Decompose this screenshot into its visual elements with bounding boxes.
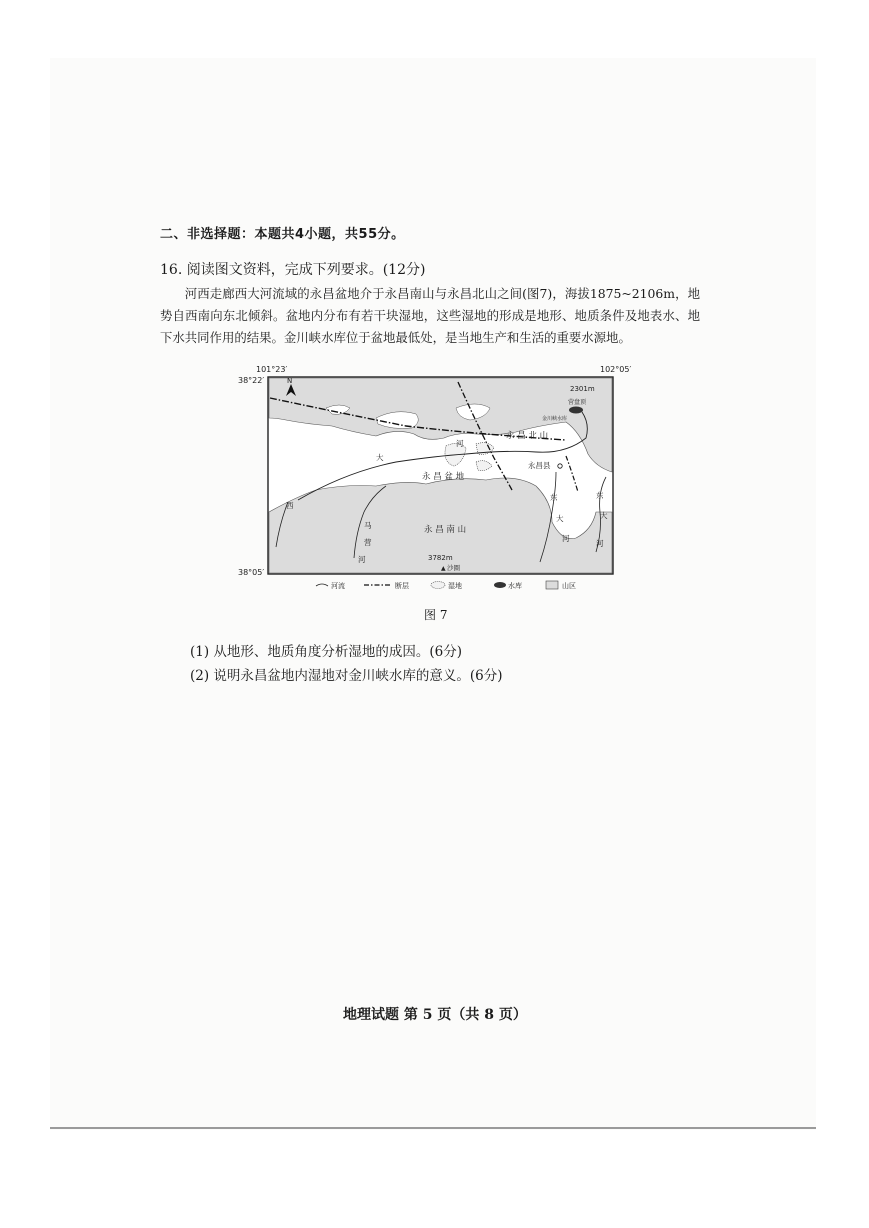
question-paragraph: 河西走廊西大河流域的永昌盆地介于永昌南山与永昌北山之间(图7)，海拔1875~2106m，地势自西南向东北倾斜。盆地内分布有若干块湿地，这些湿地的形成是地形、地质条件及地表水、地下水共同作用的结果。金川峡水库位于盆地最低处，是当地生产和生活的重要水源地。: [160, 286, 700, 345]
svg-text:马: 马: [364, 521, 372, 530]
county-marker: [558, 464, 562, 468]
lon-right-label: 102°05′: [600, 365, 632, 374]
legend: [316, 581, 576, 590]
page-edge-line: [50, 1127, 816, 1129]
peak-south-elevation: 3782m: [428, 554, 453, 562]
lat-top-label: 38°22′: [238, 376, 265, 385]
question-heading: 16. 阅读图文资料，完成下列要求。(12分): [160, 262, 426, 278]
county-label: 永昌县: [528, 461, 551, 470]
svg-text:河: 河: [562, 534, 570, 543]
svg-text:断层: 断层: [395, 582, 409, 590]
figure-caption: 图 7: [424, 608, 448, 622]
peak-north-name: 营盘顶: [568, 399, 587, 406]
north-mountain-label: 永 昌 北 山: [506, 431, 549, 441]
svg-text:河: 河: [596, 539, 604, 548]
svg-text:河: 河: [358, 555, 366, 564]
lat-bottom-label: 38°05′: [238, 568, 265, 577]
lon-left-label: 101°23′: [256, 365, 288, 374]
svg-text:营: 营: [364, 538, 372, 547]
svg-text:东: 东: [550, 493, 558, 502]
reservoir-symbol: [569, 407, 583, 414]
sub-question-1: (1) 从地形、地质角度分析湿地的成因。(6分): [190, 644, 463, 660]
svg-text:大: 大: [556, 514, 564, 523]
basin-label: 永 昌 盆 地: [422, 472, 465, 482]
svg-text:▲: ▲: [441, 565, 446, 572]
svg-text:大: 大: [376, 453, 384, 462]
peak-north-elevation: 2301m: [570, 385, 595, 393]
svg-text:西: 西: [286, 501, 294, 510]
peak-south-name: 沙圈: [447, 564, 460, 572]
south-mountain-label: 永 昌 南 山: [424, 525, 467, 535]
svg-text:N: N: [287, 377, 293, 385]
svg-text:山区: 山区: [562, 582, 576, 590]
page-footer: 地理试题 第 5 页（共 8 页）: [343, 1007, 527, 1023]
svg-text:湿地: 湿地: [448, 582, 462, 590]
section-title: 二、非选择题：本题共4小题，共55分。: [160, 227, 405, 242]
svg-text:河: 河: [456, 439, 464, 448]
svg-text:水库: 水库: [508, 582, 522, 590]
reservoir-label: 金川峡水库: [542, 416, 568, 422]
sub-question-2: (2) 说明永昌盆地内湿地对金川峡水库的意义。(6分): [190, 668, 503, 684]
figure-7-map: [236, 362, 632, 598]
svg-text:大: 大: [600, 511, 608, 520]
svg-text:东: 东: [596, 491, 604, 500]
svg-text:河流: 河流: [331, 582, 345, 590]
